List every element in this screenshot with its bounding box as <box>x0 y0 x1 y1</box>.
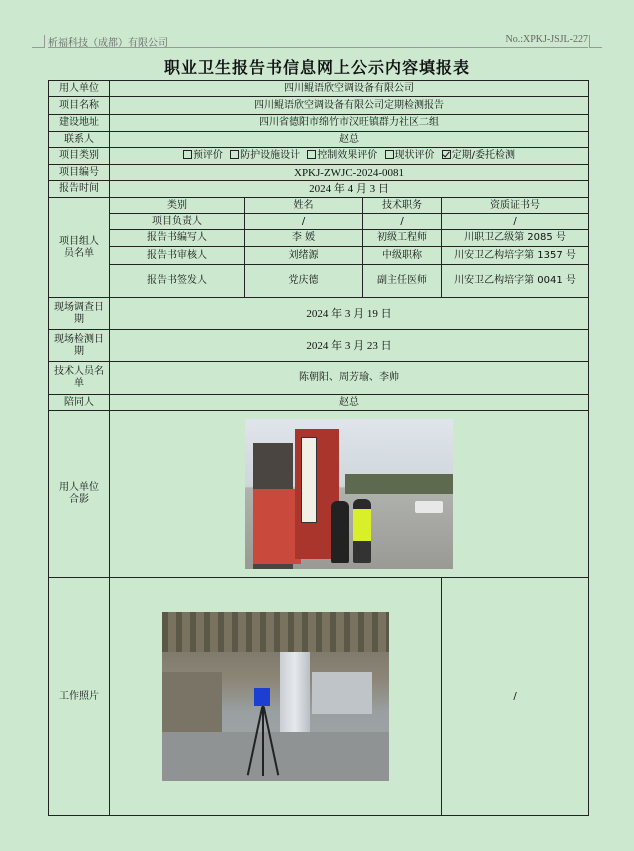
address-label: 建设地址 <box>49 115 110 132</box>
contact-label: 联系人 <box>49 132 110 148</box>
project-name-label: 项目名称 <box>49 97 110 115</box>
members-header-title: 技术职务 <box>363 198 442 214</box>
row-report-date <box>49 181 589 198</box>
members-header-row <box>49 198 589 214</box>
header-doc-number: No.:XPKJ-JSJL-227 <box>505 34 588 45</box>
checkbox-icon[interactable] <box>385 150 394 159</box>
category-option-pre-evaluation[interactable]: 预评价 <box>183 150 223 161</box>
report-date-label: 报告时间 <box>49 181 110 198</box>
row-contact <box>49 132 589 148</box>
row-project-number <box>49 165 589 181</box>
survey-date-label: 现场调查日期 <box>49 298 110 330</box>
project-number-value: XPKJ-ZWJC-2024-0081 <box>110 165 589 181</box>
member-certificate: 川安卫乙构培字第 0041 号 <box>442 265 589 298</box>
photo-trees <box>345 474 453 494</box>
members-header-name: 姓名 <box>245 198 363 214</box>
row-work-photo <box>49 578 589 816</box>
checkbox-icon[interactable] <box>307 150 316 159</box>
row-companion <box>49 395 589 411</box>
member-role: 项目负责人 <box>110 214 245 230</box>
checkbox-icon[interactable] <box>230 150 239 159</box>
tech-staff-label: 技术人员名单 <box>49 362 110 395</box>
crop-mark-top-right <box>589 35 602 48</box>
row-address <box>49 115 589 132</box>
address-value: 四川省德阳市绵竹市汉旺镇群力社区二组 <box>110 115 589 132</box>
photo-tripod-leg <box>262 706 264 776</box>
category-option-periodic-testing[interactable]: 定期/委托检测 <box>442 150 515 161</box>
members-row <box>49 265 589 298</box>
photo-person-1 <box>331 501 349 563</box>
member-title: 中级职称 <box>363 247 442 265</box>
employer-label: 用人单位 <box>49 81 110 97</box>
crop-mark-top-left <box>32 35 45 48</box>
project-number-label: 项目编号 <box>49 165 110 181</box>
member-certificate: / <box>442 214 589 230</box>
disclosure-form-table <box>48 80 589 816</box>
photo-person-2 <box>353 499 371 563</box>
group-photo <box>245 419 453 569</box>
member-role: 报告书审核人 <box>110 247 245 265</box>
row-tech-staff <box>49 362 589 395</box>
member-name: 刘绪源 <box>245 247 363 265</box>
photo-metal-sheet <box>280 652 310 742</box>
category-option-control-effect[interactable]: 控制效果评价 <box>307 150 377 161</box>
group-photo-label: 用人单位合影 <box>49 411 110 578</box>
companion-label: 陪同人 <box>49 395 110 411</box>
photo-tripod-leg <box>263 707 280 776</box>
test-date-value: 2024 年 3 月 23 日 <box>110 330 589 362</box>
test-date-label: 现场检测日期 <box>49 330 110 362</box>
companion-value: 赵总 <box>110 395 589 411</box>
member-title: 初级工程师 <box>363 230 442 247</box>
row-employer <box>49 81 589 97</box>
member-certificate: 川职卫乙级第 2085 号 <box>442 230 589 247</box>
row-group-photo <box>49 411 589 578</box>
photo-vehicle <box>415 501 443 513</box>
member-name: 李 媛 <box>245 230 363 247</box>
work-photo-cell <box>110 578 442 816</box>
category-option-status-evaluation[interactable]: 现状评价 <box>385 150 435 161</box>
category-label: 项目类别 <box>49 148 110 165</box>
members-row <box>49 247 589 265</box>
member-title: 副主任医师 <box>363 265 442 298</box>
member-role: 报告书签发人 <box>110 265 245 298</box>
checkbox-checked-icon[interactable] <box>442 150 451 159</box>
row-project-name <box>49 97 589 115</box>
work-photo-label: 工作照片 <box>49 578 110 816</box>
members-row <box>49 230 589 247</box>
project-name-value: 四川鲲语欣空调设备有限公司定期检测报告 <box>110 97 589 115</box>
work-photo-extra-cell: / <box>442 578 589 816</box>
checkbox-icon[interactable] <box>183 150 192 159</box>
member-name: / <box>245 214 363 230</box>
photo-tripod-leg <box>247 707 264 776</box>
members-label: 项目组人员名单 <box>49 198 110 298</box>
member-role: 报告书编写人 <box>110 230 245 247</box>
row-survey-date <box>49 298 589 330</box>
members-header-certificate: 资质证书号 <box>442 198 589 214</box>
members-header-category: 类别 <box>110 198 245 214</box>
work-photo <box>162 612 389 781</box>
photo-roof <box>162 612 389 652</box>
row-category <box>49 148 589 165</box>
photo-machinery <box>162 672 222 732</box>
tech-staff-value: 陈朝阳、周芳瑜、李帅 <box>110 362 589 395</box>
group-photo-cell <box>110 411 589 578</box>
header-company: 析福科技（成都）有限公司 <box>48 38 168 49</box>
report-date-value: 2024 年 4 月 3 日 <box>110 181 589 198</box>
photo-measuring-device <box>242 688 282 778</box>
header-divider <box>48 47 588 48</box>
category-option-protection-design[interactable]: 防护设施设计 <box>230 150 300 161</box>
member-certificate: 川安卫乙构培字第 1357 号 <box>442 247 589 265</box>
row-test-date <box>49 330 589 362</box>
employer-value: 四川鲲语欣空调设备有限公司 <box>110 81 589 97</box>
photo-duct <box>312 672 372 714</box>
photo-company-sign <box>301 437 317 523</box>
photo-device-head <box>254 688 270 706</box>
member-title: / <box>363 214 442 230</box>
page-title: 职业卫生报告书信息网上公示内容填报表 <box>163 58 470 77</box>
member-name: 党庆德 <box>245 265 363 298</box>
survey-date-value: 2024 年 3 月 19 日 <box>110 298 589 330</box>
photo-red-wall <box>253 489 301 564</box>
category-options <box>110 148 589 165</box>
members-row <box>49 214 589 230</box>
contact-value: 赵总 <box>110 132 589 148</box>
